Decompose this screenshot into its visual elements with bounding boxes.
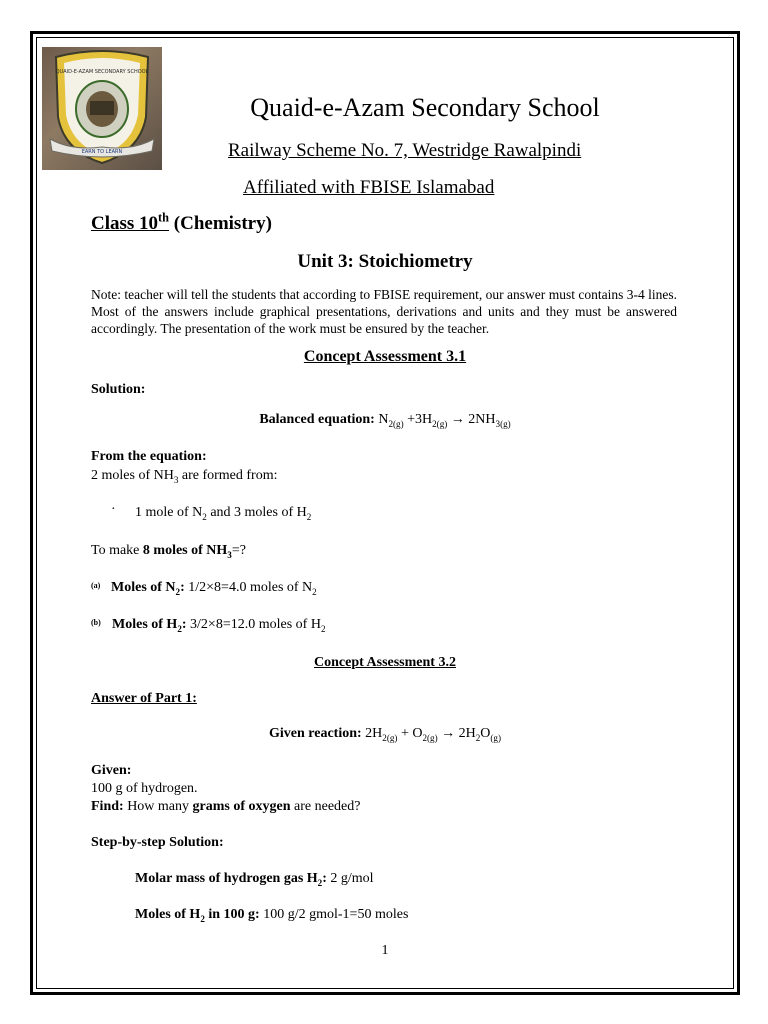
ca32-title: Concept Assessment 3.2: [314, 655, 456, 670]
school-title: Quaid-e-Azam Secondary School: [250, 93, 600, 122]
steps-heading: Step-by-step Solution:: [91, 835, 224, 850]
svg-text:EARN TO LEARN: EARN TO LEARN: [81, 149, 123, 155]
teacher-note: Note: teacher will tell the students that according to FBISE requirement, our answer must contains 3-4 lines. Most of the answers include graphical presentations, derivations and units and they must be answered accordingly. The presentation of the work must be ensured by the teacher.: [91, 287, 677, 336]
given-reaction-label: Given reaction:: [268, 726, 362, 741]
balanced-label: Balanced equation:: [259, 412, 375, 427]
bullet-line: 1 mole of $N_2$ and 3 moles of $H_2$: [135, 505, 312, 522]
given-value: 100 g of hydrogen.: [91, 781, 198, 796]
class-heading: [91, 210, 272, 235]
class-sup: th: [158, 210, 170, 225]
make-line: To make 8 moles of $NH_3=$?: [91, 543, 246, 560]
given-reaction: Given reaction: $2H_{2(g)} + O_{2(g)} \to 2H_2O_{(g)}$: [268, 726, 502, 743]
balanced-equation: Balanced equation: $N_{2(g)} +3H_{2(g)} \to 2NH_{3(g)}$: [259, 412, 511, 429]
marker-b: (b): [91, 618, 101, 627]
school-logo: [42, 47, 162, 170]
molar-mass-line: Molar mass of hydrogen gas $H_2$: 2 g/mol: [135, 871, 374, 888]
ca31-title: Concept Assessment 3.1: [303, 348, 467, 365]
crest-icon: [42, 47, 162, 170]
page-number: 1: [381, 943, 389, 958]
school-address: Railway Scheme No. 7, Westridge Rawalpindi: [228, 140, 582, 161]
formed-line: 2 moles of $NH_3$ are formed from:: [91, 468, 278, 485]
answer-part-1: Answer of Part 1:: [91, 691, 197, 706]
marker-a: (a): [91, 581, 101, 590]
class-label: Class 10: [91, 213, 159, 234]
bullet-dot: ·: [111, 502, 116, 517]
find-line: Find: How many grams of oxygen are needed?: [91, 799, 361, 814]
ca31-solution: Solution:: [91, 382, 146, 397]
class-subject: (Chemistry): [169, 213, 272, 234]
svg-text:QUAID-E-AZAM SECONDARY SCHOOL: QUAID-E-AZAM SECONDARY SCHOOL: [55, 69, 149, 75]
moles-in-100g-line: Moles of $H_2$ in 100 g: 100 g/2 gmol-1=50 moles: [135, 907, 409, 924]
school-affiliation: Affiliated with FBISE Islamabad: [243, 177, 495, 198]
given-label: Given:: [91, 763, 132, 778]
moles-h2-line: Moles of $H_2$: 3/2×8=12.0 moles of $H_2$: [112, 617, 326, 634]
from-equation: From the equation:: [91, 449, 207, 464]
moles-n2-line: Moles of $N_2$: 1/2×8=4.0 moles of $N_2$: [111, 580, 317, 597]
unit-title: Unit 3: Stoichiometry: [297, 251, 473, 272]
